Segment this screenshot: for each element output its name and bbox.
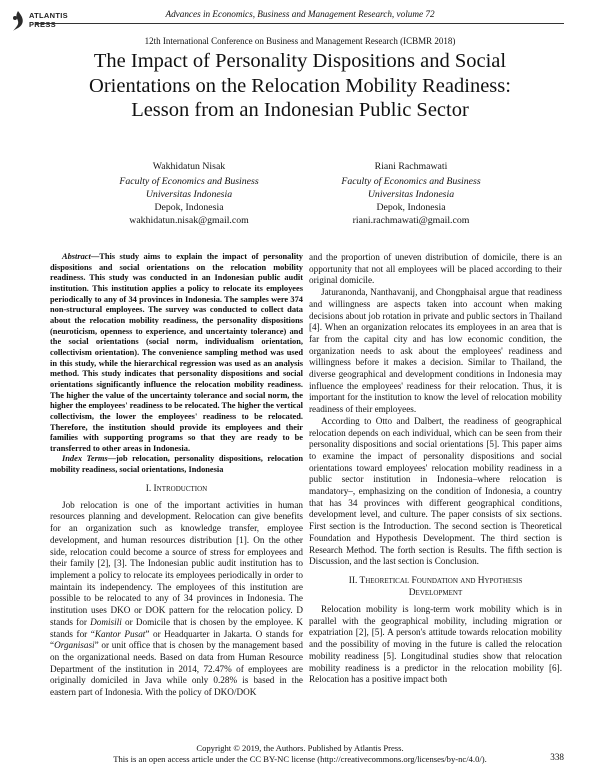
title-line-1: The Impact of Personality Dispositions and Social: [93, 50, 507, 72]
author-city: Depok, Indonesia: [376, 202, 446, 213]
author-block-1: [64, 160, 314, 227]
title-line-3: Lesson from an Indonesian Public Sector: [131, 99, 469, 121]
paragraph-relocation-mobility: Relocation mobility is long-term work mobility which is in parallel with the geographical mobility, including migration or expatriation [2], [5]. A person's attitude towards relocation mobility and the possibility of moving in the future is called the relocation mobility readiness [5]. Longitudinal studies show that relocation mobility readiness is a predictor in the relocation mobility [6]. Relocation has a positive impact both: [309, 603, 562, 685]
logo-line1: ATLANTIS: [29, 11, 68, 20]
term-domisili: Domisili: [90, 616, 122, 627]
abstract: [50, 252, 303, 454]
abstract-label: Abstract: [62, 252, 91, 261]
author-name: Wakhidatun Nisak: [152, 161, 226, 172]
header-rule: [36, 23, 564, 24]
author-block-2: [286, 160, 536, 227]
logo-line2: PRESS: [29, 20, 56, 29]
page-number: 338: [550, 752, 564, 762]
intro-text-d: ” or unit office that is chosen by the management based on the organizational needs. Based on data from Human Resource Department of the institution in 2014, 72.47% of employees are originally domiciled in Java while only 0.28% is based in the eastern part of Indonesia. With the policy of DKO/DOK: [50, 640, 303, 698]
right-column: [309, 252, 562, 686]
intro-text-a: Job relocation is one of the important activities in human resources planning and development. Relocation can give benefits for an organization such as knowledge transfer, employee development, and human resources distribution [1]. On the other side, relocation could become a source of stress for employees and their family [2], [3]. The Indonesian public audit institution has to implement a policy to relocate its employees periodically in order to maintain its independency. The employees of this institution are possible to be relocated to any of 34 provinces in Indonesia. The institution uses DKO or DOK pattern for the relocation policy. D stands for: [50, 499, 303, 627]
theory-heading-line2: Development: [408, 587, 463, 598]
conference-name: 12th International Conference on Business and Management Research (ICBMR 2018): [144, 36, 456, 46]
author-city: Depok, Indonesia: [154, 202, 224, 213]
copyright-line: Copyright © 2019, the Authors. Published by Atlantis Press.: [196, 743, 404, 753]
left-column: [50, 252, 303, 699]
index-terms: [50, 454, 303, 475]
copyright-footer: [0, 743, 600, 765]
abstract-text: —This study aims to explain the impact of personality dispositions and social orientations on the relocation mobility readiness. This study was conducted in an Indonesian public audit institution. This institution applies a policy to relocate its employees periodically to any of 34 provinces in Indonesia. The samples were 374 non-structural employees. The survey was conducted to collect data about the relocation mobility readiness, the personality dispositions (neuroticism, openness to experience, and uncertainty tolerance) and the social orientations (social norm, individualism orientation, collectivism orientation). The convenience sampling method was used in this study, while the hierarchical regression was used as an analysis method. This study indicates that personality dispositions and social orientations significantly influence the relocation mobility readiness. The higher the value of the uncertainty tolerance and social norm, the higher the employees' readiness to be relocated. The higher the vertical collectivism, the lower the employees' readiness to be relocated. Therefore, the institution should provide its employees and their families with supporting programs so that they are ready to be transferred to other areas in Indonesia.: [50, 252, 304, 453]
author-faculty: Faculty of Economics and Business: [341, 176, 481, 187]
theory-heading-line1: II. Theoretical Foundation and Hypothesis: [348, 575, 523, 586]
section-heading-theory: [309, 575, 562, 599]
paragraph-thailand: Jaturanonda, Nanthavanij, and Chongphaisal argue that readiness and willingness are aspects taken into account when making decisions about job rotation in private and public sectors in Thailand [4]. When an organization relocates its employees in an area that is far from the capital city and has low economic condition, the organization needs to ask about the employees' readiness and willingness before it makes a decision. Similar to Thailand, the diverse geographical and development conditions in Indonesia may influence the employees' readiness for their relocation. Thus, it is important for the institution to know the level of relocation mobility readiness of their employees.: [309, 287, 562, 415]
author-email: riani.rachmawati@gmail.com: [352, 215, 470, 226]
index-terms-text: —job relocation, personality dispositions, relocation mobility readiness, social orientations, Indonesia: [50, 454, 304, 475]
author-name: Riani Rachmawati: [374, 161, 448, 172]
section-heading-introduction: I. Introduction: [145, 483, 208, 494]
term-organisasi: Organisasi: [54, 640, 95, 651]
paper-title: [40, 49, 560, 123]
journal-header: Advances in Economics, Business and Management Research, volume 72: [165, 9, 435, 19]
intro-text-c: ” or Headquarter in Jakarta. O stands for “: [50, 628, 304, 651]
continued-paragraph: and the proportion of uneven distribution of domicile, there is an opportunity that not all employees will be placed according to their original domicile.: [309, 252, 562, 286]
paragraph-otto-dalbert: According to Otto and Dalbert, the readiness of geographical relocation depends on each individual, which can be seen from their personality dispositions and social orientations [5]. This paper aims to examine the impact of personality dispositions and social orientations toward employees' relocation mobility readiness in a public sector institution in Indonesia–where relocation is mandatory–, emphasizing on the condition of Indonesia, a country that has 34 provinces with different geographical conditions, development level, and culture. The paper consists of six sections. First section is the Introduction. The second section is Theoretical Foundation and Hypothesis Development. The third section is Research Method. The forth section is Results. The fifth section is Discussion, and the last section is Conclusion.: [309, 415, 562, 567]
license-line: This is an open access article under the CC BY-NC license (http://creativecommons.org/licenses/by-nc/4.0/).: [113, 754, 487, 764]
intro-text-b: or Domicile that is chosen by the employee. K stands for “: [50, 616, 303, 639]
author-university: Universitas Indonesia: [367, 189, 455, 200]
index-terms-label: Index Terms: [62, 454, 108, 464]
author-faculty: Faculty of Economics and Business: [119, 176, 259, 187]
intro-paragraph: [50, 500, 303, 699]
author-university: Universitas Indonesia: [145, 189, 233, 200]
term-kantor-pusat: Kantor Pusat: [94, 628, 146, 639]
author-email: wakhidatun.nisak@gmail.com: [129, 215, 249, 226]
title-line-2: Orientations on the Relocation Mobility Readiness:: [89, 74, 511, 97]
